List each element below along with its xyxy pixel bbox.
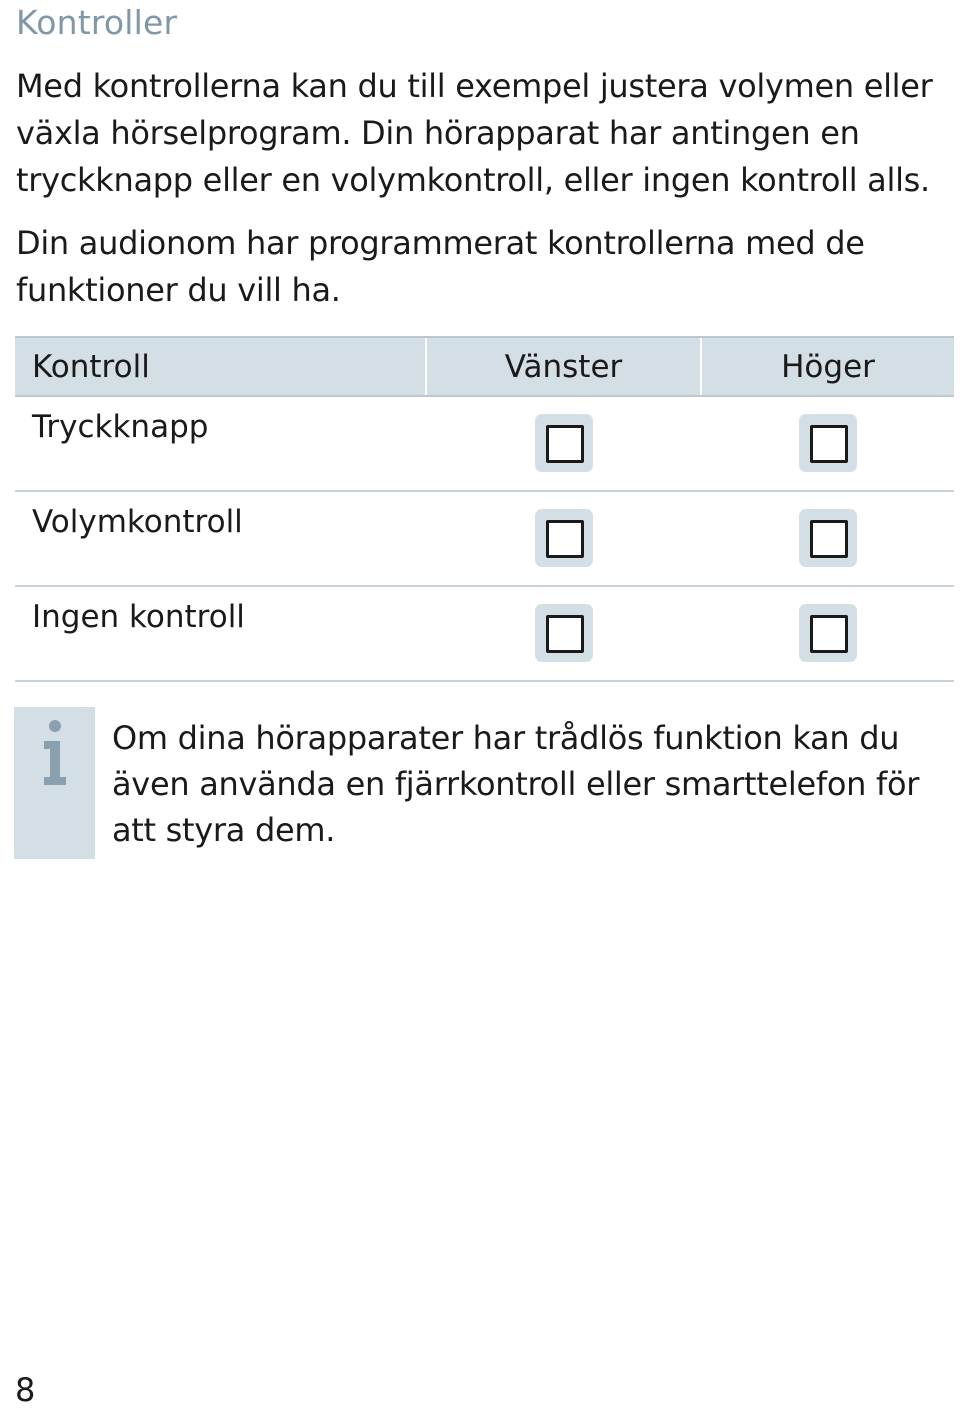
checkbox-volume-control-left[interactable] xyxy=(535,509,593,567)
controls-table xyxy=(15,336,954,682)
table-row xyxy=(15,491,954,586)
table-row xyxy=(15,586,954,681)
row-label-push-button: Tryckknapp xyxy=(15,396,426,491)
info-icon xyxy=(40,719,70,789)
checkbox-push-button-right[interactable] xyxy=(799,414,857,472)
row-label-no-control: Ingen kontroll xyxy=(15,586,426,681)
checkbox-volume-control-right[interactable] xyxy=(799,509,857,567)
intro-paragraph: Med kontrollerna kan du till exempel justera volymen eller växla hörselprogram. Din hörapparat har antingen en tryckknapp eller en volymkontroll, eller ingen kontroll alls. xyxy=(16,67,933,199)
section-heading: Kontroller xyxy=(16,3,178,42)
checkbox-no-control-left[interactable] xyxy=(535,604,593,662)
table-header-row xyxy=(15,337,954,396)
page-number: 8 xyxy=(15,1371,36,1409)
header-left: Vänster xyxy=(426,337,701,396)
table-row xyxy=(15,396,954,491)
info-text: Om dina hörapparater har trådlös funktion kan du även använda en fjärrkontroll eller smarttelefon för att styra dem. xyxy=(112,719,920,849)
row-label-volume-control: Volymkontroll xyxy=(15,491,426,586)
header-control: Kontroll xyxy=(15,337,426,396)
checkbox-push-button-left[interactable] xyxy=(535,414,593,472)
header-right: Höger xyxy=(701,337,954,396)
checkbox-no-control-right[interactable] xyxy=(799,604,857,662)
info-box xyxy=(14,707,95,859)
audiologist-paragraph: Din audionom har programmerat kontrollerna med de funktioner du vill ha. xyxy=(16,224,865,309)
